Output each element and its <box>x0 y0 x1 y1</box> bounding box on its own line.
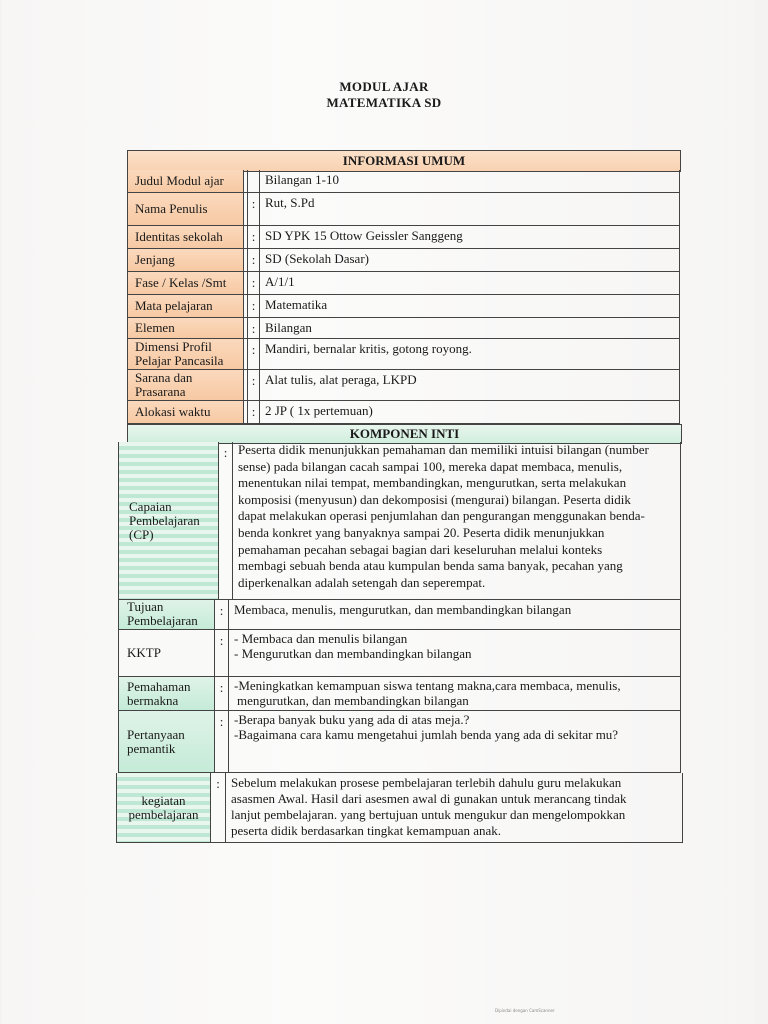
informasi-umum-label: Nama Penulis <box>128 193 244 225</box>
tujuan-colon: : <box>215 600 229 629</box>
kktp-row <box>118 630 681 677</box>
informasi-umum-label: Sarana dan Prasarana <box>128 370 244 400</box>
informasi-umum-label: Alokasi waktu <box>128 401 244 423</box>
pertanyaan-colon: : <box>215 711 229 772</box>
capaian-colon: : <box>219 442 233 599</box>
informasi-umum-value: Matematika <box>265 297 328 312</box>
module-subtitle: MATEMATIKA SD <box>326 95 442 110</box>
informasi-umum-value: Rut, S.Pd <box>265 195 315 210</box>
informasi-umum-value: Bilangan <box>265 320 312 335</box>
informasi-umum-heading: INFORMASI UMUM <box>127 150 681 172</box>
informasi-umum-label: Fase / Kelas /Smt <box>128 272 244 294</box>
informasi-umum-colon: : <box>248 318 260 338</box>
kegiatan-colon: : <box>216 776 220 791</box>
informasi-umum-row <box>127 226 680 249</box>
pemahaman-colon: : <box>215 677 229 710</box>
informasi-umum-row <box>127 249 680 272</box>
komponen-inti-heading: KOMPONEN INTI <box>127 424 682 444</box>
informasi-umum-row <box>127 193 680 226</box>
kktp-text: - Membaca dan menulis bilangan - Mengurutkan dan membandingkan bilangan <box>234 631 472 661</box>
pertanyaan-text: -Berapa banyak buku yang ada di atas meja.? -Bagaimana cara kamu mengetahui jumlah benda yang ada di sekitar mu? <box>234 712 619 742</box>
informasi-umum-colon <box>248 170 260 192</box>
informasi-umum-colon: : <box>248 295 260 317</box>
informasi-umum-colon: : <box>248 370 260 400</box>
informasi-umum-value: A/1/1 <box>265 274 295 289</box>
informasi-umum-row <box>127 295 680 318</box>
informasi-umum-label: Judul Modul ajar <box>128 170 244 192</box>
informasi-umum-row <box>127 339 680 370</box>
scanner-footer: Dipindai dengan CamScanner <box>495 1008 555 1013</box>
informasi-umum-colon: : <box>248 249 260 271</box>
tujuan-row <box>118 600 681 630</box>
capaian-row <box>118 442 681 600</box>
pertanyaan-label: Pertanyaan pemantik <box>119 711 215 772</box>
informasi-umum-row <box>127 370 680 401</box>
tujuan-text: Membaca, menulis, mengurutkan, dan membandingkan bilangan <box>234 602 572 617</box>
informasi-umum-row <box>127 170 680 193</box>
informasi-umum-colon: : <box>248 339 260 369</box>
informasi-umum-row <box>127 318 680 339</box>
informasi-umum-colon: : <box>248 193 260 225</box>
module-title: MODUL AJAR <box>339 79 429 94</box>
informasi-umum-value: SD YPK 15 Ottow Geissler Sanggeng <box>265 228 463 243</box>
informasi-umum-value: Mandiri, bernalar kritis, gotong royong. <box>265 341 472 356</box>
informasi-umum-colon: : <box>248 401 260 423</box>
informasi-umum-label: Dimensi Profil Pelajar Pancasila <box>128 339 244 369</box>
kegiatan-label: kegiatan pembelajaran <box>117 773 211 842</box>
tujuan-label: Tujuan Pembelajaran <box>119 600 215 629</box>
informasi-umum-value: Bilangan 1-10 <box>265 172 340 187</box>
informasi-umum-value: Alat tulis, alat peraga, LKPD <box>265 372 417 387</box>
pemahaman-label: Pemahaman bermakna <box>119 677 215 710</box>
pemahaman-text: -Meningkatkan kemampuan siswa tentang makna,cara membaca, menulis, mengurutkan, dan membandingkan bilangan <box>234 678 621 708</box>
informasi-umum-colon: : <box>248 226 260 248</box>
informasi-umum-label: Elemen <box>128 318 244 338</box>
pertanyaan-row <box>118 711 681 773</box>
informasi-umum-label: Jenjang <box>128 249 244 271</box>
kktp-label: KKTP <box>119 630 215 676</box>
informasi-umum-label: Identitas sekolah <box>128 226 244 248</box>
kktp-colon: : <box>215 630 229 676</box>
capaian-label: Capaian Pembelajaran (CP) <box>119 442 219 599</box>
informasi-umum-label: Mata pelajaran <box>128 295 244 317</box>
informasi-umum-value: SD (Sekolah Dasar) <box>265 251 369 266</box>
kegiatan-row <box>116 773 683 843</box>
kegiatan-text: Sebelum melakukan prosese pembelajaran terlebih dahulu guru melakukan asasmen Awal. Hasil dari asesmen awal di gunakan untuk merancang tindak lanjut pembelajaran. yang bertujuan untuk mengukur dan mengelompokkan peserta didik berdasarkan tingkat kemampuan anak. <box>225 773 683 843</box>
pemahaman-row <box>118 677 681 711</box>
informasi-umum-row <box>127 272 680 295</box>
informasi-umum-colon: : <box>248 272 260 294</box>
informasi-umum-row <box>127 401 680 424</box>
capaian-text: Peserta didik menunjukkan pemahaman dan memiliki intuisi bilangan (number sense) pada bilangan cacah sampai 100, mereka dapat membaca, menulis, menentukan nilai tempat, membandingkan, mengurutkan, serta melakukan komposisi (menyusun) dan dekomposisi (mengurai) bilangan. Peserta didik dapat melakukan operasi penjumlahan dan pengurangan menggunakan benda- benda konkret yang banyaknya sampai 20. Peserta didik menunjukkan pemahaman pecahan sebagai bagian dari keseluruhan melalui konteks membagi sebuah benda atau kumpulan benda sama banyak, pecahan yang diperkenalkan adalah setengah dan seperempat. <box>238 442 649 590</box>
informasi-umum-value: 2 JP ( 1x pertemuan) <box>265 403 373 418</box>
